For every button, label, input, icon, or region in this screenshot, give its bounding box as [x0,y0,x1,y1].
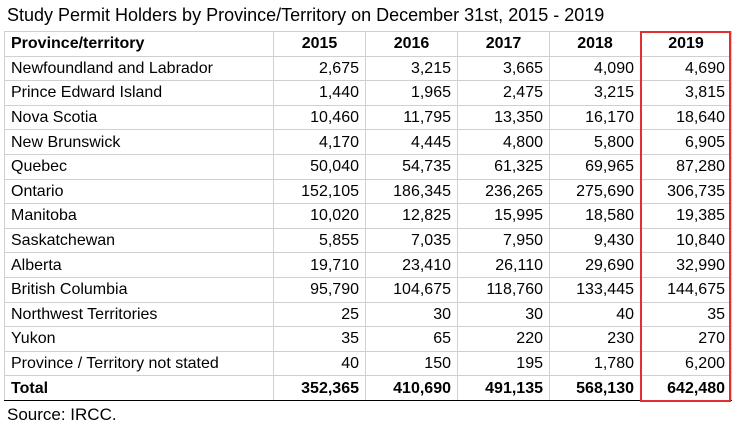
cell-value: 491,135 [458,376,550,401]
table-row [5,130,732,155]
cell-value: 50,040 [274,154,366,179]
cell-value: 152,105 [274,179,366,204]
table-row [5,154,732,179]
cell-value: 9,430 [550,228,641,253]
cell-value: 29,690 [550,253,641,278]
cell-value: 236,265 [458,179,550,204]
cell-value: 65 [366,327,458,352]
table-title: Study Permit Holders by Province/Territory on December 31st, 2015 - 2019 [7,5,605,25]
cell-value: 11,795 [366,105,458,130]
cell-value: 1,440 [274,81,366,106]
row-label: Northwest Territories [5,302,274,327]
cell-value: 3,815 [641,81,732,106]
cell-value: 23,410 [366,253,458,278]
row-label: Alberta [5,253,274,278]
source-note: Source: IRCC. [7,405,117,424]
row-label: British Columbia [5,277,274,302]
cell-value: 5,855 [274,228,366,253]
cell-value: 2016 [366,32,458,57]
table-row [5,81,732,106]
cell-value: 4,090 [550,56,641,81]
cell-value: 18,640 [641,105,732,130]
cell-value: 410,690 [366,376,458,401]
cell-value: 642,480 [641,376,732,401]
row-label: Province / Territory not stated [5,351,274,376]
cell-value: 306,735 [641,179,732,204]
cell-value: 26,110 [458,253,550,278]
cell-value: 40 [274,351,366,376]
cell-value: 270 [641,327,732,352]
cell-value: 61,325 [458,154,550,179]
cell-value: 10,840 [641,228,732,253]
total-row [5,376,732,401]
cell-value: 2015 [274,32,366,57]
cell-value: 18,580 [550,204,641,229]
cell-value: 10,460 [274,105,366,130]
cell-value: 6,200 [641,351,732,376]
cell-value: 7,950 [458,228,550,253]
table-row [5,228,732,253]
cell-value: 4,445 [366,130,458,155]
cell-value: 12,825 [366,204,458,229]
row-label: Ontario [5,179,274,204]
cell-value: 6,905 [641,130,732,155]
cell-value: 30 [458,302,550,327]
row-label: New Brunswick [5,130,274,155]
row-label: Nova Scotia [5,105,274,130]
cell-value: 35 [274,327,366,352]
cell-value: 19,385 [641,204,732,229]
cell-value: 7,035 [366,228,458,253]
cell-value: 15,995 [458,204,550,229]
cell-value: 69,965 [550,154,641,179]
row-label: Saskatchewan [5,228,274,253]
cell-value: 3,665 [458,56,550,81]
cell-value: 4,690 [641,56,732,81]
table-row [5,302,732,327]
cell-value: 144,675 [641,277,732,302]
cell-value: 150 [366,351,458,376]
table-row [5,105,732,130]
table-row [5,327,732,352]
row-label: Province/territory [5,32,274,57]
table-row [5,204,732,229]
cell-value: 352,365 [274,376,366,401]
cell-value: 54,735 [366,154,458,179]
row-label: Prince Edward Island [5,81,274,106]
cell-value: 195 [458,351,550,376]
table-row [5,351,732,376]
cell-value: 568,130 [550,376,641,401]
cell-value: 87,280 [641,154,732,179]
cell-value: 133,445 [550,277,641,302]
cell-value: 2,475 [458,81,550,106]
cell-value: 10,020 [274,204,366,229]
row-label: Manitoba [5,204,274,229]
row-label: Newfoundland and Labrador [5,56,274,81]
row-label: Quebec [5,154,274,179]
cell-value: 4,800 [458,130,550,155]
cell-value: 40 [550,302,641,327]
cell-value: 32,990 [641,253,732,278]
cell-value: 104,675 [366,277,458,302]
cell-value: 19,710 [274,253,366,278]
header-row [5,32,732,57]
cell-value: 3,215 [550,81,641,106]
table-row [5,179,732,204]
cell-value: 2019 [641,32,732,57]
cell-value: 230 [550,327,641,352]
study-permit-table [4,31,732,401]
cell-value: 13,350 [458,105,550,130]
cell-value: 118,760 [458,277,550,302]
table-row [5,253,732,278]
cell-value: 25 [274,302,366,327]
row-label: Yukon [5,327,274,352]
cell-value: 275,690 [550,179,641,204]
cell-value: 95,790 [274,277,366,302]
table-row [5,277,732,302]
cell-value: 16,170 [550,105,641,130]
cell-value: 2018 [550,32,641,57]
cell-value: 1,965 [366,81,458,106]
cell-value: 220 [458,327,550,352]
cell-value: 3,215 [366,56,458,81]
cell-value: 2017 [458,32,550,57]
table-row [5,56,732,81]
cell-value: 186,345 [366,179,458,204]
row-label: Total [5,376,274,401]
cell-value: 2,675 [274,56,366,81]
cell-value: 5,800 [550,130,641,155]
cell-value: 30 [366,302,458,327]
cell-value: 4,170 [274,130,366,155]
cell-value: 35 [641,302,732,327]
cell-value: 1,780 [550,351,641,376]
